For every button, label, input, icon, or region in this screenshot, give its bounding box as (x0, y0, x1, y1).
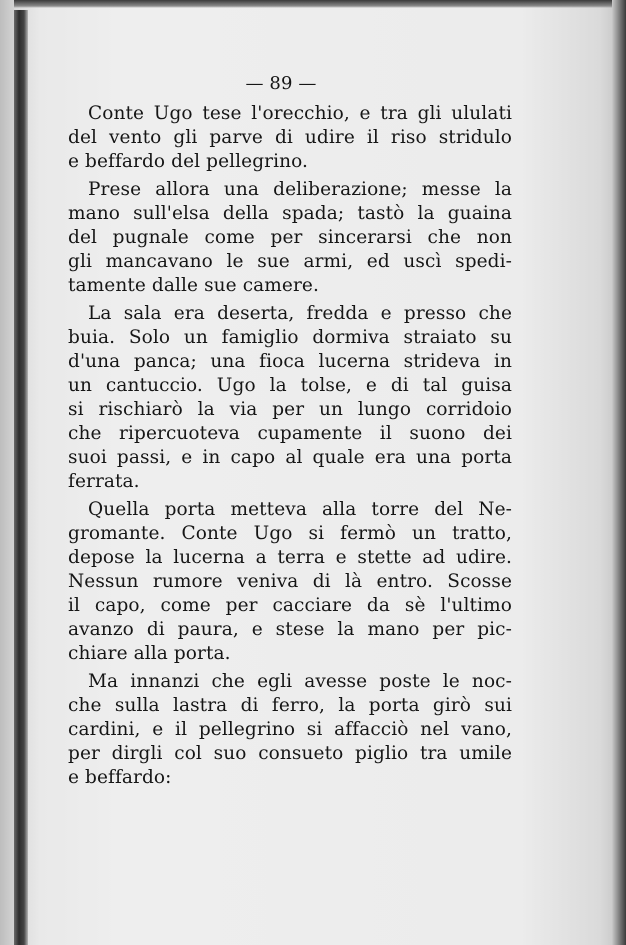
text-line: Ma innanzi che egli avesse poste le noc- (88, 671, 512, 692)
text-line: del pugnale come per sincerarsi che non (68, 227, 512, 248)
text-line: e beffardo: (68, 767, 172, 788)
text-line: avanzo di paura, e stese la mano per pic- (68, 619, 512, 640)
text-line: il capo, come per cacciare da sè l'ultimo (68, 595, 512, 616)
text-line: depose la lucerna a terra e stette ad udire. (68, 547, 512, 568)
paragraph-5 (68, 670, 512, 790)
text-line: gromante. Conte Ugo si fermò un tratto, (68, 523, 512, 544)
page-text (68, 70, 512, 794)
text-line: Conte Ugo tese l'orecchio, e tra gli ululati (88, 103, 512, 124)
paragraph-2 (68, 178, 512, 298)
text-line: chiare alla porta. (68, 643, 231, 664)
paragraph-1 (68, 102, 512, 174)
page-top-edge (0, 0, 626, 8)
paragraph-4 (68, 498, 512, 666)
text-line: suoi passi, e in capo al quale era una porta (68, 447, 512, 468)
text-line: cardini, e il pellegrino si affacciò nel vano, (68, 719, 512, 740)
paragraph-3 (68, 302, 512, 494)
text-line: La sala era deserta, fredda e presso che (88, 303, 512, 324)
text-line: gli mancavano le sue armi, ed uscì spedi- (68, 251, 512, 272)
page-number: — 89 — (245, 73, 317, 94)
left-margin (0, 0, 14, 945)
text-line: mano sull'elsa della spada; tastò la guaina (68, 203, 512, 224)
text-line: che sulla lastra di ferro, la porta girò sui (68, 695, 512, 716)
book-spine-shadow (14, 10, 28, 945)
text-line: Quella porta metteva alla torre del Ne- (88, 499, 512, 520)
text-line: ferrata. (68, 471, 140, 492)
text-line: buia. Solo un famiglio dormiva straiato su (68, 327, 512, 348)
text-line: Prese allora una deliberazione; messe la (88, 179, 512, 200)
text-line: Nessun rumore veniva di là entro. Scosse (68, 571, 512, 592)
page-right-edge (612, 0, 626, 945)
text-line: del vento gli parve di udire il riso stridulo (68, 127, 512, 148)
text-line: che ripercuoteva cupamente il suono dei (68, 423, 512, 444)
text-line: per dirgli col suo consueto piglio tra umile (68, 743, 512, 764)
text-line: e beffardo del pellegrino. (68, 151, 309, 172)
text-line: tamente dalle sue camere. (68, 275, 319, 296)
text-line: un cantuccio. Ugo la tolse, e di tal guisa (68, 375, 512, 396)
text-line: d'una panca; una fioca lucerna strideva in (68, 351, 512, 372)
text-line: si rischiarò la via per un lungo corridoio (68, 399, 512, 420)
